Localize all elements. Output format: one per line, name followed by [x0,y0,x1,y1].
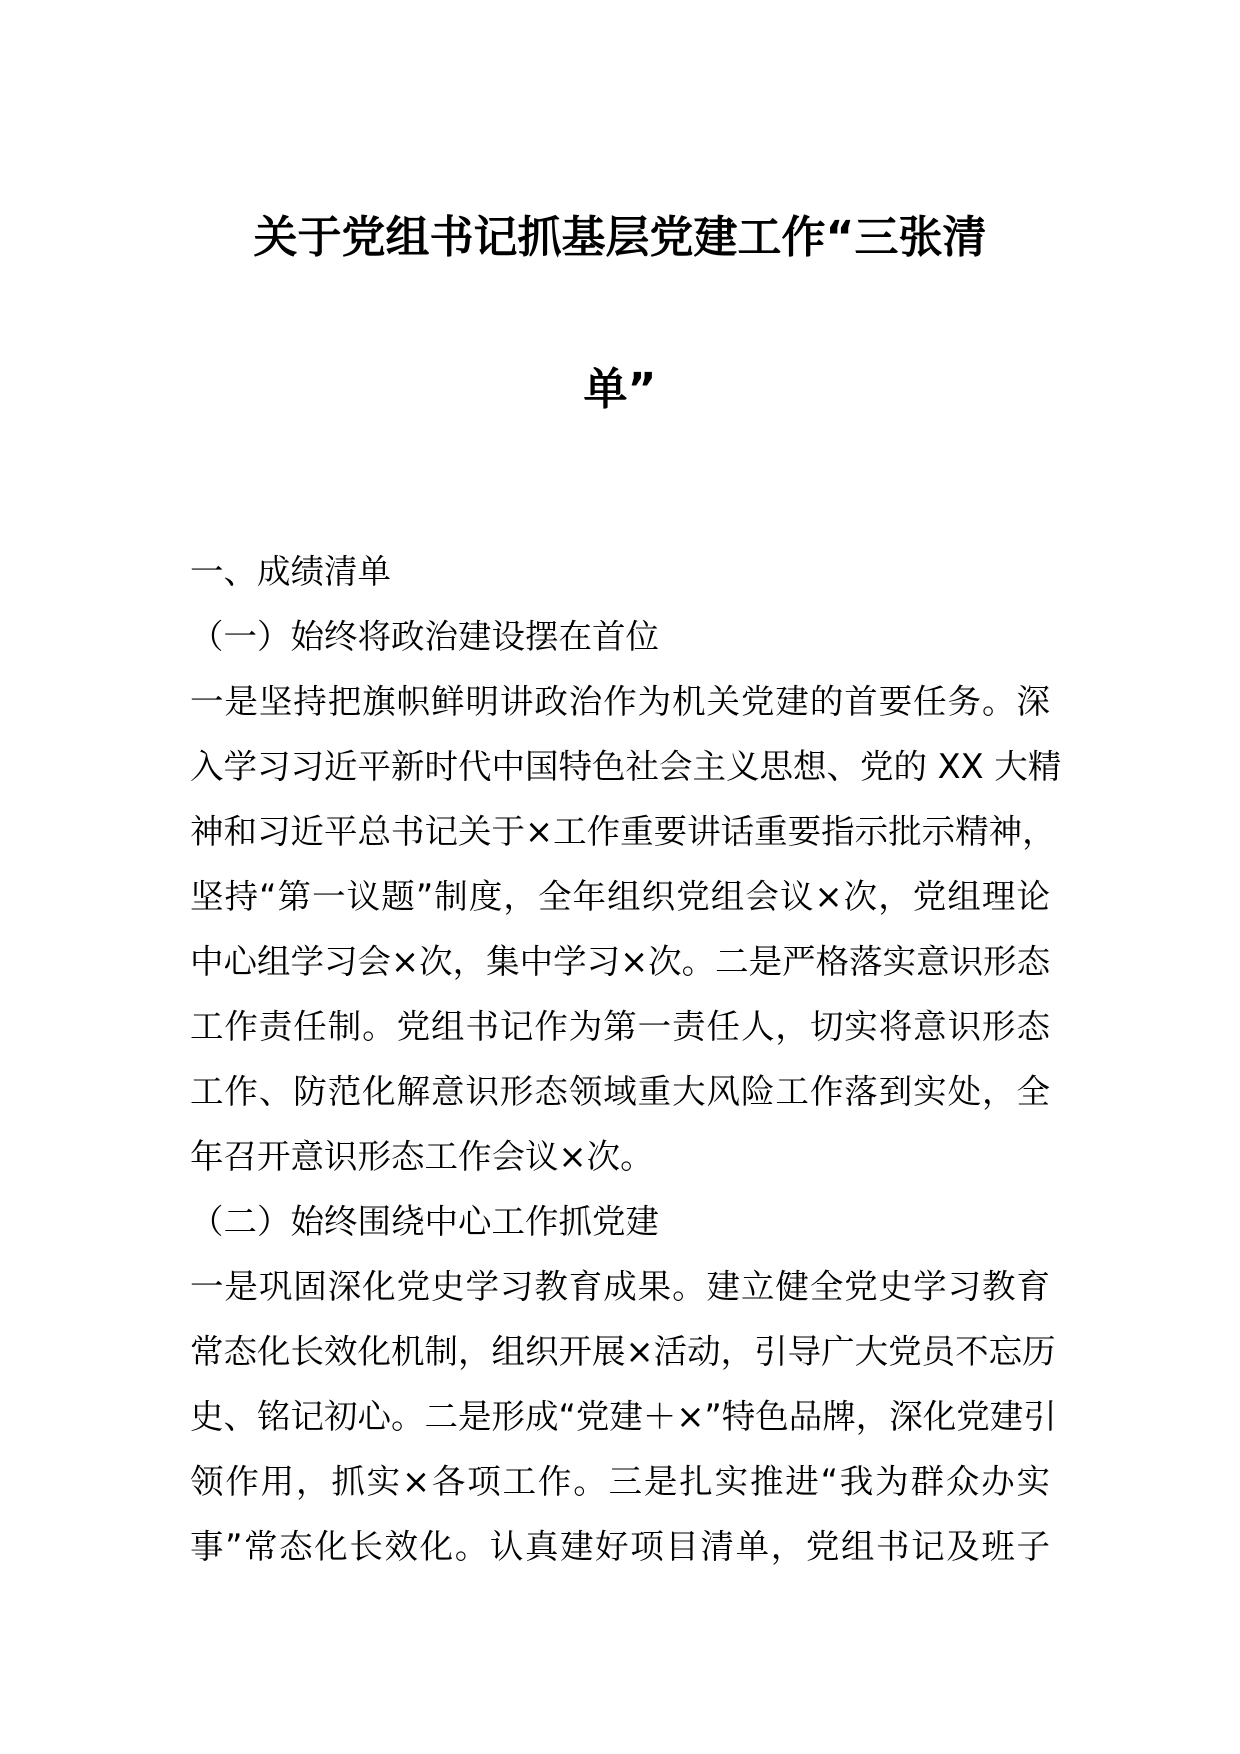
paragraph-line: 事”常态化长效化。认真建好项目清单，党组书记及班子 [190,1527,1050,1566]
paragraph-line: 入学习习近平新时代中国特色社会主义思想、党的 XX 大精 [190,747,1062,786]
paragraph-line: 中心组学习会×次，集中学习×次。二是严格落实意识形态 [190,942,1051,981]
document-title-line-1: 关于党组书记抓基层党建工作“三张清 [253,212,987,263]
paragraph-line: 神和习近平总书记关于×工作重要讲话重要指示批示精神， [190,812,1056,851]
paragraph-line: 一是坚持把旗帜鲜明讲政治作为机关党建的首要任务。深 [190,682,1050,721]
subsection-heading: （二）始终围绕中心工作抓党建 [190,1202,659,1241]
paragraph-line: 坚持“第一议题”制度，全年组织党组会议×次，党组理论 [190,877,1050,916]
paragraph-line: 工作责任制。党组书记作为第一责任人，切实将意识形态 [190,1007,1050,1046]
subsection-heading: （一）始终将政治建设摆在首位 [190,617,659,656]
paragraph-line: 史、铭记初心。二是形成“党建＋×”特色品牌，深化党建引 [190,1397,1057,1436]
section-heading: 一、成绩清单 [190,552,391,591]
paragraph-line: 一是巩固深化党史学习教育成果。建立健全党史学习教育 [190,1267,1050,1306]
document-title-line-2: 单” [583,364,657,415]
paragraph-line: 领作用，抓实×各项工作。三是扎实推进“我为群众办实 [190,1462,1050,1501]
paragraph-line: 常态化长效化机制，组织开展×活动，引导广大党员不忘历 [190,1332,1056,1371]
paragraph-line: 年召开意识形态工作会议×次。 [190,1137,654,1176]
paragraph-line: 工作、防范化解意识形态领域重大风险工作落到实处，全 [190,1072,1050,1111]
